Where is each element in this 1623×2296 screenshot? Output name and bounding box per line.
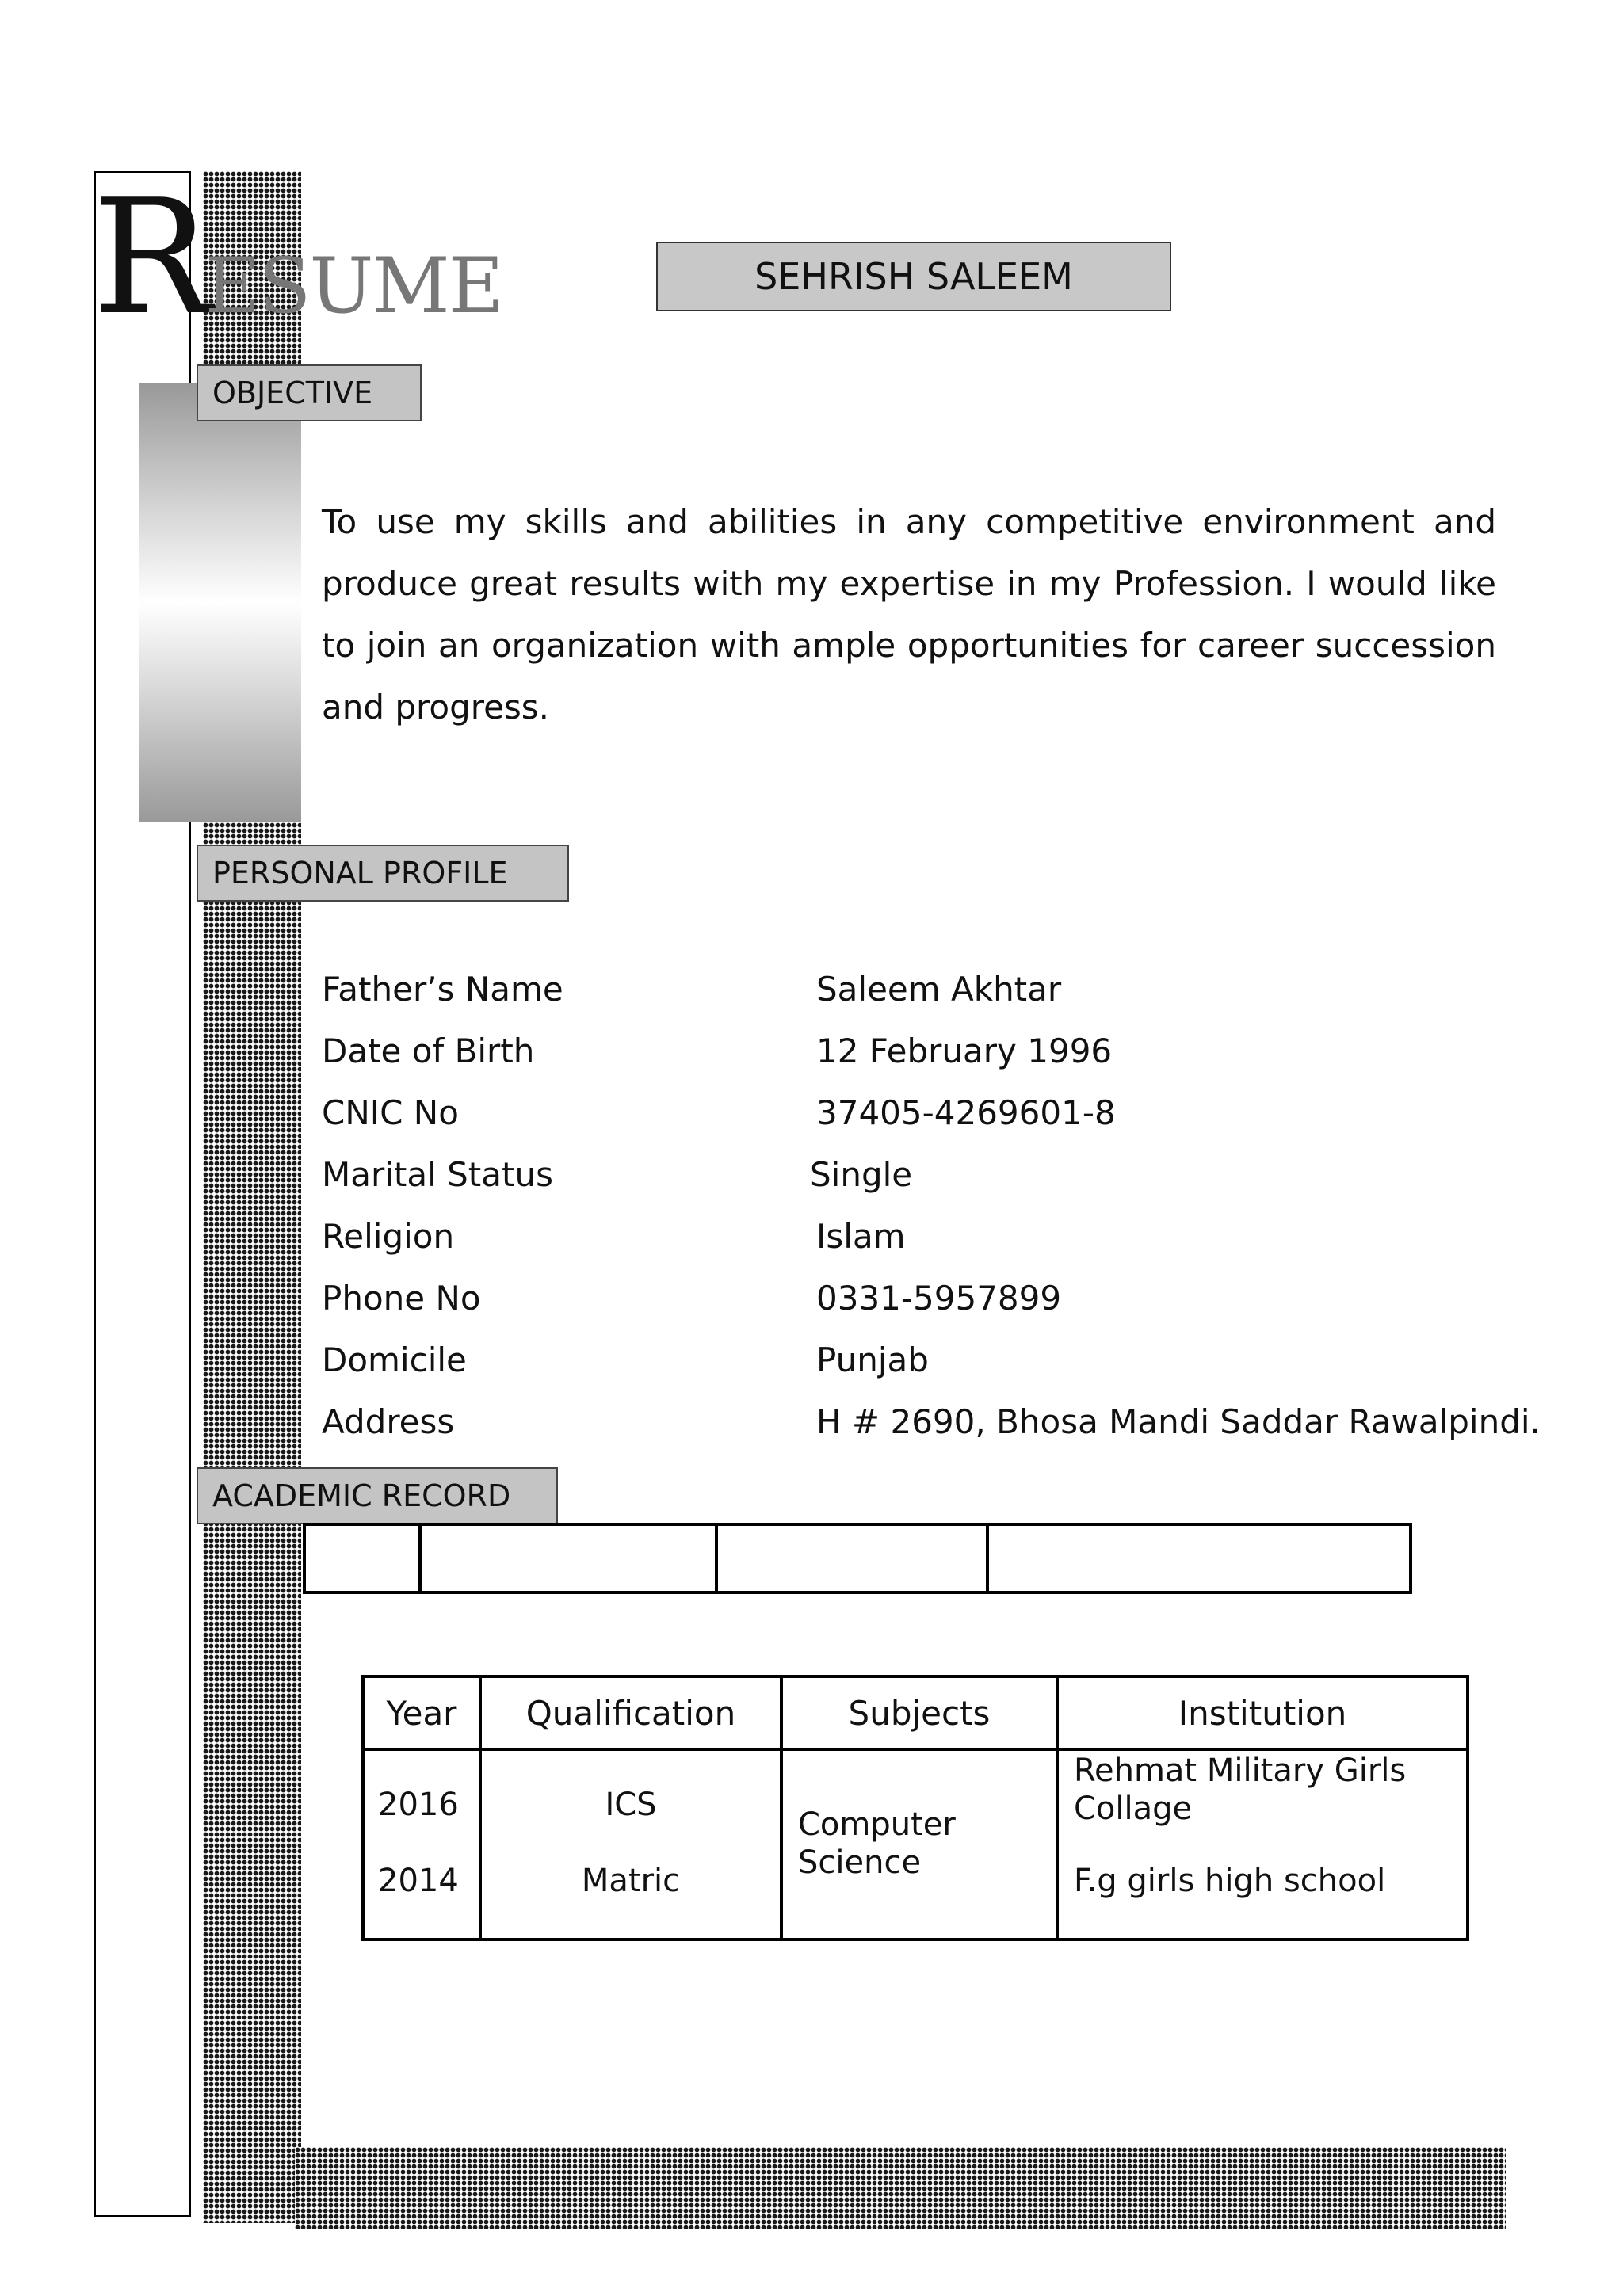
table-header-row [363, 1676, 1468, 1749]
profile-row [322, 1391, 1590, 1453]
profile-label: Address [322, 1402, 455, 1441]
section-label-objective: OBJECTIVE [197, 364, 422, 421]
profile-label: Religion [322, 1217, 455, 1256]
profile-label: Marital Status [322, 1155, 553, 1194]
profile-label: Date of Birth [322, 1032, 535, 1070]
empty-cell [989, 1526, 1409, 1591]
empty-cell [306, 1526, 422, 1591]
resume-title-initial: R [92, 166, 212, 350]
academic-table [361, 1675, 1469, 1941]
profile-row [322, 1329, 1590, 1391]
name-box: SEHRISH SALEEM [656, 242, 1171, 311]
profile-value: 0331-5957899 [816, 1279, 1062, 1318]
profile-value: 37405-4269601-8 [816, 1093, 1116, 1132]
profile-row [322, 1268, 1590, 1329]
qualification-value: ICS [605, 1787, 657, 1823]
column-header-institution: Institution [1057, 1676, 1468, 1749]
resume-title [92, 166, 502, 350]
cell-qualifications [480, 1749, 781, 1939]
profile-label: CNIC No [322, 1093, 459, 1132]
cell-years [363, 1749, 480, 1939]
profile-row [322, 1206, 1590, 1268]
section-label-academic-record: ACADEMIC RECORD [197, 1467, 558, 1524]
year-value: 2014 [378, 1863, 459, 1899]
profile-value: Saleem Akhtar [816, 970, 1062, 1009]
profile-row [322, 959, 1590, 1020]
institution-value: F.g girls high school [1074, 1863, 1386, 1899]
qualification-value: Matric [581, 1863, 681, 1899]
profile-label: Phone No [322, 1279, 481, 1318]
section-label-personal-profile: PERSONAL PROFILE [197, 845, 569, 902]
profile-row [322, 1020, 1590, 1082]
profile-value: Single [810, 1155, 913, 1194]
dotted-pattern-bottom [295, 2147, 1506, 2229]
cell-subjects [781, 1749, 1057, 1939]
subjects-value: Computer Science [798, 1806, 956, 1881]
column-header-year: Year [363, 1676, 480, 1749]
resume-title-rest: ESUME [204, 242, 502, 330]
empty-table-row [303, 1523, 1412, 1594]
profile-label: Domicile [322, 1341, 467, 1379]
objective-text: To use my skills and abilities in any competitive environment and produce great results with my expertise in my Profession. I would like to join an organization with ample opportunities for career succession and progress. [322, 502, 1496, 727]
profile-value: 12 February 1996 [816, 1032, 1113, 1070]
profile-label: Father’s Name [322, 970, 563, 1009]
column-header-subjects: Subjects [781, 1676, 1057, 1749]
empty-cell [718, 1526, 989, 1591]
column-header-qualification: Qualification [480, 1676, 781, 1749]
cell-institutions [1057, 1749, 1468, 1939]
profile-row [322, 1144, 1590, 1206]
year-value: 2016 [378, 1787, 459, 1823]
profile-value: H # 2690, Bhosa Mandi Saddar Rawalpindi. [816, 1402, 1541, 1441]
gray-gradient-block [139, 383, 301, 822]
institution-value: Rehmat Military Girls Collage [1074, 1753, 1407, 1827]
profile-value: Islam [816, 1217, 906, 1256]
table-row [363, 1749, 1468, 1939]
profile-row [322, 1082, 1590, 1144]
empty-cell [422, 1526, 718, 1591]
profile-value: Punjab [816, 1341, 929, 1379]
